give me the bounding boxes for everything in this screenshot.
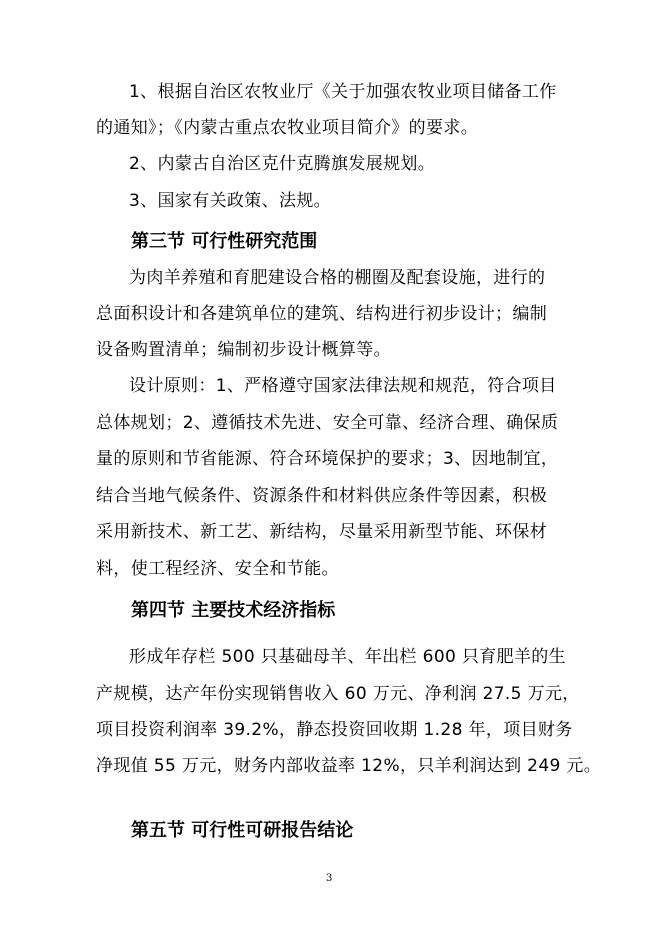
- basis-item-3: 3、国家有关政策、法规。: [129, 191, 332, 211]
- section4-heading: 第四节 主要技术经济指标: [131, 600, 336, 621]
- section3-heading: 第三节 可行性研究范围: [131, 231, 318, 252]
- principle-line: 设计原则：1、严格遵守国家法律法规和规范，符合项目: [129, 376, 557, 396]
- basis-item-1-line-2: 的通知》；《内蒙古重点农牧业项目简介》的要求。: [96, 118, 479, 138]
- principle-line: 结合当地气候条件、资源条件和材料供应条件等因素，积极: [96, 486, 548, 506]
- scope-line: 为肉羊养殖和育肥建设合格的棚圈及配套设施，进行的: [129, 268, 546, 288]
- scope-line: 设备购置清单；编制初步设计概算等。: [96, 340, 391, 360]
- page-number: 3: [326, 873, 333, 884]
- basis-item-2: 2、内蒙古自治区克什克腾旗发展规划。: [129, 154, 436, 174]
- basis-item-1-line-1: 1、根据自治区农牧业厅《关于加强农牧业项目储备工作: [129, 82, 557, 102]
- indicator-line: 产规模，达产年份实现销售收入 60 万元、净利润 27.5 万元，: [96, 684, 580, 704]
- principle-line: 量的原则和节省能源、符合环境保护的要求；3、因地制宜，: [96, 449, 559, 469]
- principle-line: 总体规划；2、遵循技术先进、安全可靠、经济合理、确保质: [96, 413, 559, 433]
- section5-heading: 第五节 可行性可研报告结论: [131, 820, 354, 841]
- indicator-line: 项目投资利润率 39.2%，静态投资回收期 1.28 年，项目财务: [96, 720, 573, 740]
- principle-line: 采用新技术、新工艺、新结构，尽量采用新型节能、环保材: [96, 522, 548, 542]
- indicator-line: 净现值 55 万元，财务内部收益率 12%，只羊利润达到 249 元。: [96, 756, 602, 776]
- indicator-line: 形成年存栏 500 只基础母羊、年出栏 600 只育肥羊的生: [129, 647, 567, 667]
- principle-line: 料，使工程经济、安全和节能。: [96, 559, 339, 579]
- scope-line: 总面积设计和各建筑单位的建筑、结构进行初步设计；编制: [96, 304, 548, 324]
